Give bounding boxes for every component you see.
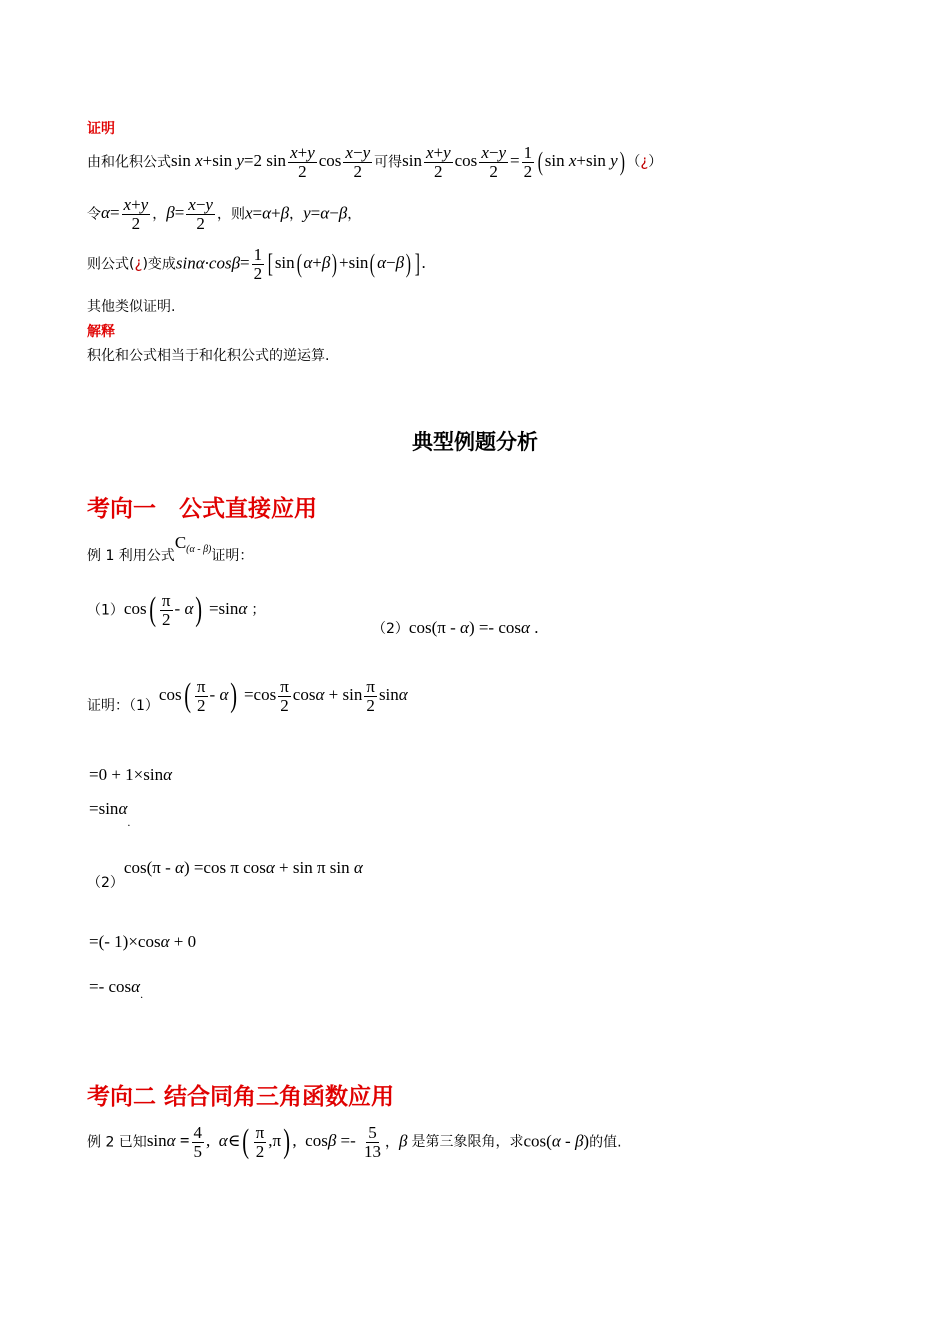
example1-part1: （1）cos( $\frac{\pi}{2}$ - α) =sinα ；: [87, 591, 266, 629]
proof2-line3: =- cosα$_.$: [89, 977, 144, 1001]
line3-mid: 变成: [147, 256, 176, 273]
line1-tail-mark: ¿: [640, 152, 649, 171]
line1-mid: 可得: [374, 154, 403, 171]
example1-part2: （2）cos(π - α) =- cosα .: [372, 618, 539, 637]
example2-line: 例 2 已知sinα = $\frac{4}{5}$ , α∈( $\frac{\pi}{2}$ ,π) , cosβ =- $\frac{5}{13}$ ，β 是第三象限角，求cos(α - β)的值.: [87, 1123, 622, 1161]
sum-to-product-line: 由和化积公式sin x+sin y=2 sin $\frac{x+y}{2}$ cos $\frac{x-y}{2}$ 可得sin $\frac{x+y}{2}$ cos $\frac{x-y}{2}$ = $\frac{1}{2}$ ( sin x+sin y) （¿）: [87, 143, 663, 181]
proof1-line1: 证明：（1）cos( $\frac{\pi}{2}$ - α) =cos $\frac{\pi}{2}$ cosα + sin $\frac{\pi}{2}$ sinα: [87, 677, 408, 715]
example1-line: 例 1 利用公式$C_{(\alpha - \beta)}$证明：: [87, 533, 254, 564]
line1-lead: 由和化积公式: [87, 154, 171, 171]
formula-sum-to-product: sin x+sin y=2 sin $\frac{x+y}{2}$ cos $\frac{x-y}{2}$: [171, 143, 371, 181]
line4-text: 其他类似证明.: [87, 299, 176, 315]
main-title: 典型例题分析: [412, 430, 538, 454]
product-to-sum-line: 则公式(¿)变成sinα·cosβ= $\frac{1}{2}$ [ sin( α+β) +sin( α−β) ] .: [87, 245, 426, 283]
proof-label: 证明：（1）: [87, 698, 159, 715]
proof-header: 证明: [87, 121, 115, 137]
proof2-line2: =(- 1)×cosα + 0: [89, 932, 197, 951]
substitution-line: 令α= $\frac{x+y}{2}$ ，β= $\frac{x-y}{2}$ ，则x=α+β，y=α−β，: [87, 195, 362, 233]
section2-heading: 考向二 结合同角三角函数应用: [87, 1084, 395, 1110]
explain-header: 解释: [87, 324, 115, 340]
proof1-line3: =sinα$_.$: [89, 799, 131, 829]
line2-lead: 令: [87, 206, 101, 223]
proof2-line1: （2）cos(π - α) =cos π cosα + sin π sin α: [87, 858, 363, 891]
proof1-line2: =0 + 1×sinα: [89, 765, 173, 784]
section1-heading: 考向一 公式直接应用: [87, 496, 317, 522]
explain-text: 积化和公式相当于和化积公式的逆运算.: [87, 348, 330, 364]
example2-lead: 例 2 已知: [87, 1134, 147, 1151]
example1-lead: 例 1 利用公式: [87, 548, 175, 564]
formula-derived: sin $\frac{x+y}{2}$ cos $\frac{x-y}{2}$ = $\frac{1}{2}$ ( sin x+sin y): [402, 143, 625, 181]
line3-lead: 则公式: [87, 256, 129, 273]
